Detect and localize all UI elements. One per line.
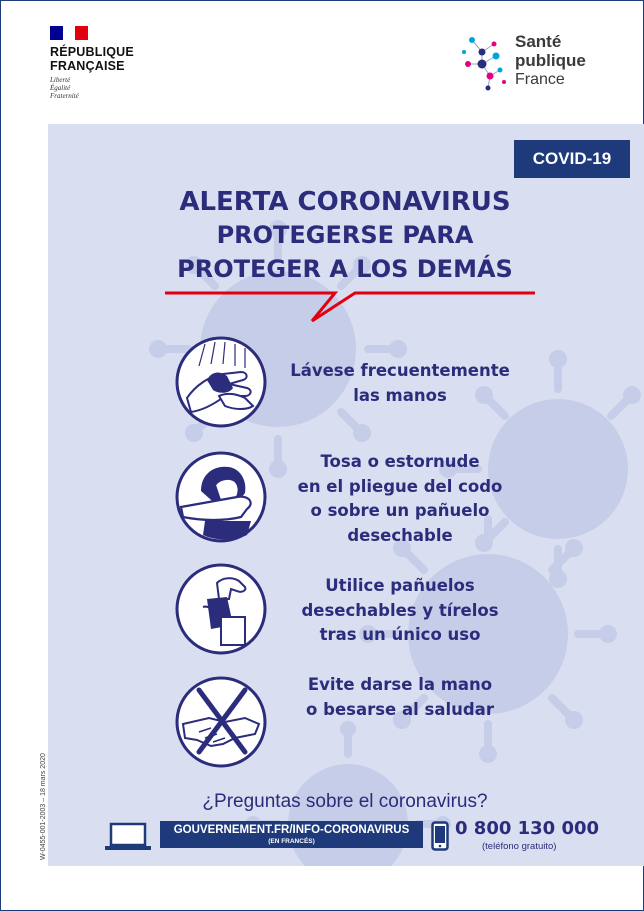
tip-no-handshake [280,673,520,722]
title-line2: PROTEGERSE PARA [216,221,474,249]
tip-line: desechables y tírelos [301,600,499,620]
tip-line: Utilice pañuelos [325,576,475,595]
hotline-number[interactable]: 0 800 130 000 [455,818,600,839]
republique-name [50,45,134,73]
molecule-logo-icon [460,30,512,100]
tip-line: en el pliegue del codo [297,476,503,496]
spf-line1: Santé [515,32,562,51]
sante-publique-france-logo [460,30,610,100]
tip-hand-washing [280,359,520,408]
republique-line2: FRANÇAISE [50,59,125,73]
title-line3: PROTEGER A LOS DEMÁS [177,255,513,283]
tip-line: las manos [353,385,447,405]
sante-publique-text [515,32,586,90]
spf-line3: France [515,71,565,88]
tip-tissue [280,574,520,648]
republique-motto [50,76,134,100]
republique-francaise-logo [50,26,134,100]
spf-line2: publique [515,51,586,70]
covid-19-badge: COVID-19 [514,140,630,178]
document-reference: W-0455-001-2003 – 18 mars 2020 [40,753,47,860]
french-flag-icon [50,26,88,40]
tip-line: tras un único uso [319,625,481,644]
title-line1: ALERTA CORONAVIRUS [179,187,511,217]
laptop-icon [104,822,152,852]
url-language-note: (EN FRANCÉS) [268,838,315,845]
hand-washing-icon [175,336,267,428]
tip-line: Tosa o estornude [320,452,480,471]
motto-egalite: Égalité [50,84,71,92]
tip-line: o sobre un pañuelo [310,501,490,520]
tip-cough-elbow [280,450,520,548]
tip-line: o besarse al saludar [306,699,494,719]
tip-line: Evite darse la mano [307,675,493,694]
hotline-note: (teléfono gratuito) [482,841,557,852]
smartphone-icon [431,821,449,851]
tissue-box-icon [175,563,267,655]
url-text[interactable]: GOUVERNEMENT.FR/INFO-CORONAVIRUS [173,824,410,836]
motto-liberte: Liberté [50,76,71,84]
cough-elbow-icon [175,451,267,543]
no-handshake-icon [175,676,267,768]
tip-line: desechable [347,525,453,545]
speech-bubble-underline-icon [165,287,535,327]
tip-line: Lávese frecuentemente [290,361,510,380]
motto-fraternite: Fraternité [50,92,79,100]
question-text: ¿Preguntas sobre el coronavirus? [202,791,488,812]
republique-line1: RÉPUBLIQUE [50,45,134,59]
